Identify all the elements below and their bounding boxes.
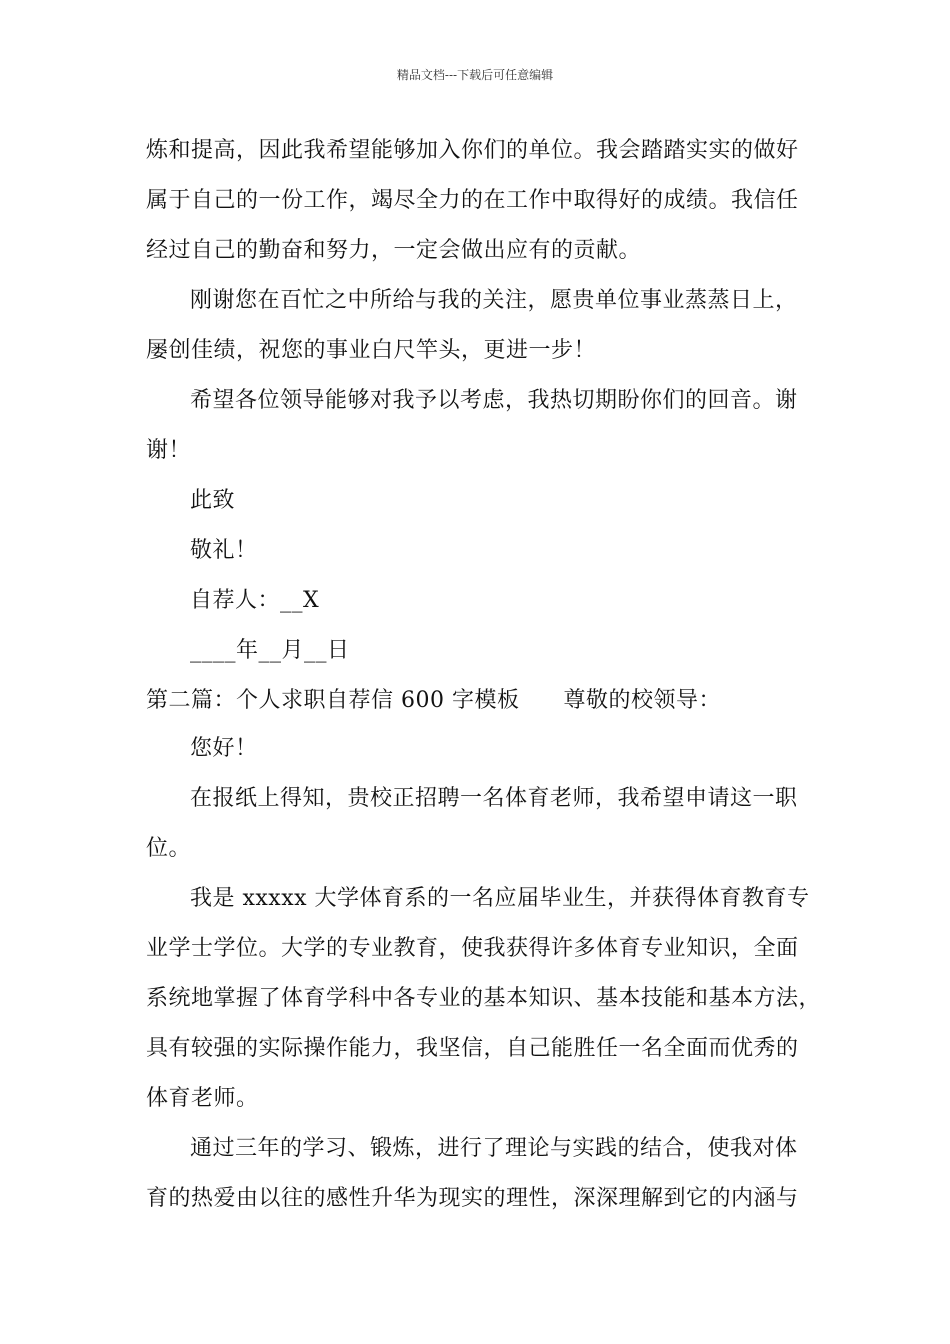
body-line: 属于自己的一份工作，竭尽全力的在工作中取得好的成绩。我信任 (146, 188, 799, 213)
salutation: 尊敬的校领导： (563, 688, 721, 713)
body-line: 屡创佳绩，祝您的事业白尺竿头，更进一步！ (146, 338, 597, 363)
body-line: 系统地掌握了体育学科中各专业的基本知识、基本技能和基本方法， (146, 986, 822, 1011)
body-line: 希望各位领导能够对我予以考虑，我热切期盼你们的回音。谢 (190, 388, 798, 413)
closing-line: 敬礼！ (190, 538, 258, 563)
signature-line: 自荐人：__X (190, 588, 320, 613)
body-line: 具有较强的实际操作能力，我坚信，自己能胜任一名全面而优秀的 (146, 1036, 799, 1061)
greeting-line: 您好！ (190, 736, 258, 761)
body-line: 我是 xxxxx 大学体育系的一名应届毕业生，并获得体育教育专 (190, 886, 810, 911)
body-line: 在报纸上得知，贵校正招聘一名体育老师，我希望申请这一职 (190, 786, 798, 811)
closing-line: 此致 (190, 488, 236, 513)
body-line: 经过自己的勤奋和努力，一定会做出应有的贡献。 (146, 238, 642, 263)
page-header-note: 精品文档---下载后可任意编辑 (396, 68, 554, 82)
body-line: 育的热爱由以往的感性升华为现实的理性，深深理解到它的内涵与 (146, 1186, 799, 1211)
section-title: 第二篇：个人求职自荐信 600 字模板 (146, 688, 520, 713)
body-line: 位。 (146, 836, 192, 861)
body-line: 体育老师。 (146, 1086, 259, 1111)
body-line: 通过三年的学习、锻炼，进行了理论与实践的结合，使我对体 (190, 1136, 798, 1161)
date-line: ____年__月__日 (190, 638, 350, 663)
body-line: 刚谢您在百忙之中所给与我的关注，愿贵单位事业蒸蒸日上， (190, 288, 798, 313)
body-line: 谢！ (146, 438, 192, 463)
section-title-line (146, 686, 721, 716)
body-line: 业学士学位。大学的专业教育，使我获得许多体育专业知识，全面 (146, 936, 799, 961)
body-line: 炼和提高，因此我希望能够加入你们的单位。我会踏踏实实的做好 (146, 138, 799, 163)
